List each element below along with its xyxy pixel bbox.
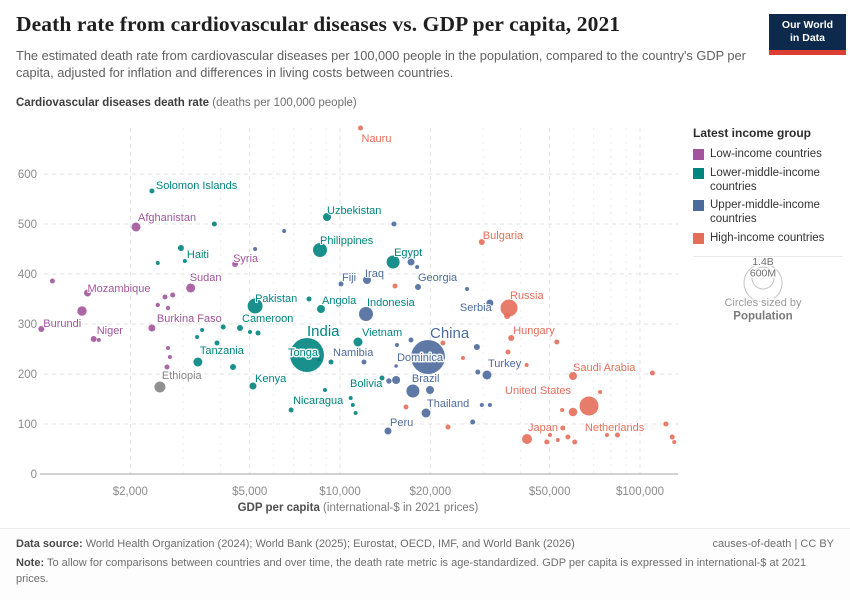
legend-label-lm: Lower-middle-income countries (710, 166, 820, 193)
legend-divider (693, 256, 843, 257)
data-point[interactable] (408, 259, 415, 266)
data-point[interactable] (525, 363, 529, 367)
country-label-united-states: United States (505, 385, 572, 397)
data-point[interactable] (323, 388, 327, 392)
data-point-cameroon[interactable] (237, 325, 243, 331)
data-point[interactable] (349, 396, 353, 400)
data-point[interactable] (386, 378, 391, 383)
data-point[interactable] (506, 350, 511, 355)
y-axis-unit-bold: Cardiovascular diseases death rate (16, 97, 210, 109)
country-label-uzbekistan: Uzbekistan (327, 205, 382, 217)
data-point-nauru[interactable] (358, 126, 363, 131)
x-tick-label: $10,000 (319, 486, 361, 498)
data-point[interactable] (569, 408, 578, 417)
income-group-legend (693, 126, 850, 257)
country-label-russia: Russia (510, 290, 544, 302)
data-point[interactable] (195, 335, 199, 339)
country-label-serbia: Serbia (459, 302, 492, 314)
data-point-nicaragua[interactable] (289, 408, 294, 413)
data-source-label: Data source: (16, 538, 83, 550)
data-point[interactable] (565, 435, 570, 440)
data-point[interactable] (165, 365, 170, 370)
data-point[interactable] (650, 371, 655, 376)
data-source-line (16, 537, 575, 552)
country-label-nauru: Nauru (361, 133, 392, 145)
data-point[interactable] (392, 222, 397, 227)
data-point-brazil[interactable] (406, 385, 419, 398)
legend-swatch-um (693, 200, 704, 211)
owid-logo-line1: Our World (781, 19, 834, 31)
country-label-angola: Angola (322, 295, 357, 307)
data-point[interactable] (282, 229, 286, 233)
data-point-united-states[interactable] (580, 397, 599, 416)
country-label-namibia: Namibia (333, 347, 374, 359)
country-label-india: India (307, 323, 340, 340)
data-point[interactable] (50, 279, 55, 284)
legend-title: Latest income group (693, 126, 812, 140)
x-axis-title: GDP per capita (international-$ in 2021 prices) (237, 502, 479, 514)
country-label-brazil: Brazil (411, 373, 440, 385)
data-point-georgia[interactable] (415, 284, 421, 290)
legend-item-lm[interactable] (693, 167, 850, 195)
data-point[interactable] (221, 325, 226, 330)
country-label-burkina-faso: Burkina Faso (156, 313, 222, 325)
size-legend-caption: Circles sized by (724, 297, 802, 309)
data-point[interactable] (253, 247, 257, 251)
legend-swatch-lm (693, 168, 704, 179)
country-label-burundi: Burundi (43, 318, 82, 330)
country-label-haiti: Haiti (186, 249, 209, 261)
data-point[interactable] (256, 331, 261, 336)
country-label-saudi-arabia: Saudi Arabia (573, 362, 636, 374)
data-point-netherlands[interactable] (663, 422, 668, 427)
legend-label-high: High-income countries (710, 231, 825, 244)
legend-swatch-high (693, 233, 704, 244)
country-label-ethiopia: Ethiopia (161, 370, 202, 382)
data-point-dominica[interactable] (394, 364, 398, 368)
data-point[interactable] (465, 287, 469, 291)
data-point[interactable] (480, 403, 484, 407)
country-label-nicaragua: Nicaragua (293, 395, 344, 407)
x-tick-label: $5,000 (232, 486, 268, 498)
size-legend-small-label: 600M (749, 267, 777, 280)
owid-logo-line2: in Data (789, 32, 825, 45)
footnote (16, 556, 826, 587)
data-point-indonesia[interactable] (359, 307, 373, 321)
data-point-turkey[interactable] (483, 371, 492, 380)
data-point[interactable] (168, 355, 172, 359)
country-label-vietnam: Vietnam (362, 327, 403, 339)
data-point-sudan[interactable] (186, 284, 195, 293)
footnote-label: Note: (16, 557, 45, 570)
data-point-japan[interactable] (522, 434, 532, 444)
y-tick-label: 600 (17, 169, 37, 181)
data-point[interactable] (230, 364, 236, 370)
country-label-china: China (430, 325, 470, 342)
data-point[interactable] (488, 403, 492, 407)
data-point-burkina-faso[interactable] (148, 325, 155, 332)
data-point[interactable] (166, 346, 170, 350)
page-title: Death rate from cardiovascular diseases vs. GDP per capita, 2021 (16, 12, 621, 36)
size-legend-caption-bold: Population (733, 310, 793, 323)
country-label-iraq: Iraq (365, 268, 384, 280)
data-point[interactable] (200, 328, 204, 332)
data-point[interactable] (560, 408, 564, 412)
data-point[interactable] (163, 295, 168, 300)
legend-items (693, 148, 850, 246)
data-point-ethiopia[interactable] (154, 382, 165, 393)
data-point[interactable] (470, 420, 475, 425)
data-point[interactable] (672, 440, 676, 444)
data-point[interactable] (170, 293, 175, 298)
legend-item-high[interactable] (693, 232, 850, 246)
data-point[interactable] (670, 435, 675, 440)
country-label-turkey: Turkey (488, 358, 522, 370)
country-label-thailand: Thailand (427, 398, 470, 410)
country-label-netherlands: Netherlands (584, 422, 645, 434)
country-label-cameroon: Cameroon (242, 313, 294, 325)
data-point[interactable] (474, 344, 480, 350)
y-tick-label: 0 (30, 469, 37, 481)
footnote-text: To allow for comparisons between countries and over time, the death rate metric is age-standardized. GDP per capita is expressed in international-$ at 2021 prices. (16, 557, 807, 585)
country-label-dominica: Dominica (397, 352, 443, 364)
y-axis-unit-rest: (deaths per 100,000 people) (209, 97, 357, 109)
x-tick-label: $20,000 (409, 486, 452, 498)
data-point-solomon-islands[interactable] (149, 189, 154, 194)
chart-subtitle: The estimated death rate from cardiovascular diseases per 100,000 people in the population, compared to the country's GDP per capita, adjusted for inflation and differences in living costs between countries. (16, 48, 746, 81)
data-point[interactable] (248, 330, 252, 334)
country-label-afghanistan: Afghanistan (138, 212, 197, 224)
country-label-bulgaria: Bulgaria (482, 230, 524, 242)
country-label-hungary: Hungary (513, 325, 555, 337)
x-tick-label: $100,000 (616, 486, 664, 498)
country-label-philippines: Philippines (320, 235, 374, 247)
data-point-tanzania[interactable] (193, 358, 202, 367)
data-point[interactable] (329, 360, 334, 365)
country-label-mozambique: Mozambique (87, 283, 151, 295)
data-point[interactable] (392, 376, 400, 384)
data-source-text: World Health Organization (2024); World Bank (2025); Eurostat, OECD, IMF, and World Bank (2026) (82, 538, 575, 550)
data-point[interactable] (156, 261, 160, 265)
country-label-kenya: Kenya (255, 373, 287, 385)
country-label-georgia: Georgia (418, 272, 458, 284)
data-point[interactable] (404, 405, 409, 410)
x-tick-label: $2,000 (112, 486, 148, 498)
country-label-pakistan: Pakistan (255, 293, 298, 305)
country-label-japan: Japan (528, 422, 558, 434)
legend-label-low: Low-income countries (710, 148, 822, 160)
legend-item-low[interactable] (693, 148, 850, 162)
size-legend-big-label: 1.4B (752, 256, 774, 268)
data-point[interactable] (166, 306, 170, 310)
data-point[interactable] (393, 284, 398, 289)
country-label-niger: Niger (96, 325, 123, 337)
country-label-tanzania: Tanzania (199, 345, 244, 357)
country-label-tonga: Tonga (288, 347, 318, 359)
legend-label-um: Upper-middle-income countries (710, 199, 820, 226)
country-label-syria: Syria (233, 253, 259, 265)
data-point[interactable] (156, 303, 160, 307)
data-point[interactable] (307, 297, 312, 302)
legend-item-um[interactable] (693, 199, 850, 227)
country-label-solomon-islands: Solomon Islands (155, 180, 238, 192)
data-point[interactable] (504, 313, 510, 319)
data-point[interactable] (77, 306, 86, 315)
data-point[interactable] (554, 340, 559, 345)
y-tick-label: 300 (17, 319, 37, 331)
data-point[interactable] (395, 343, 399, 347)
data-point[interactable] (475, 370, 480, 375)
data-point[interactable] (544, 440, 549, 445)
y-tick-label: 200 (17, 369, 37, 381)
data-point[interactable] (556, 438, 560, 442)
country-label-indonesia: Indonesia (367, 297, 415, 309)
data-point-namibia[interactable] (362, 360, 367, 365)
country-label-egypt: Egypt (394, 247, 423, 259)
x-tick-label: $50,000 (528, 486, 571, 498)
data-point[interactable] (212, 222, 217, 227)
data-point[interactable] (572, 440, 577, 445)
data-point[interactable] (354, 411, 358, 415)
data-point[interactable] (409, 338, 414, 343)
y-tick-label: 100 (17, 419, 37, 431)
data-point[interactable] (598, 390, 602, 394)
country-label-bolivia: Bolivia (350, 378, 383, 390)
y-tick-label: 400 (17, 269, 37, 281)
chart-footer (0, 528, 850, 600)
data-point[interactable] (560, 426, 565, 431)
data-point[interactable] (446, 425, 451, 430)
data-point-haiti[interactable] (178, 245, 184, 251)
data-point[interactable] (351, 403, 355, 407)
data-point[interactable] (426, 386, 434, 394)
y-tick-label: 500 (17, 219, 37, 231)
country-label-fiji: Fiji (342, 272, 357, 284)
attribution[interactable]: causes-of-death | CC BY (712, 538, 834, 550)
country-label-peru: Peru (390, 417, 414, 429)
legend-swatch-low (693, 149, 704, 160)
data-point[interactable] (461, 356, 465, 360)
country-label-sudan: Sudan (189, 272, 222, 284)
data-point[interactable] (97, 338, 101, 342)
data-point[interactable] (415, 265, 419, 269)
